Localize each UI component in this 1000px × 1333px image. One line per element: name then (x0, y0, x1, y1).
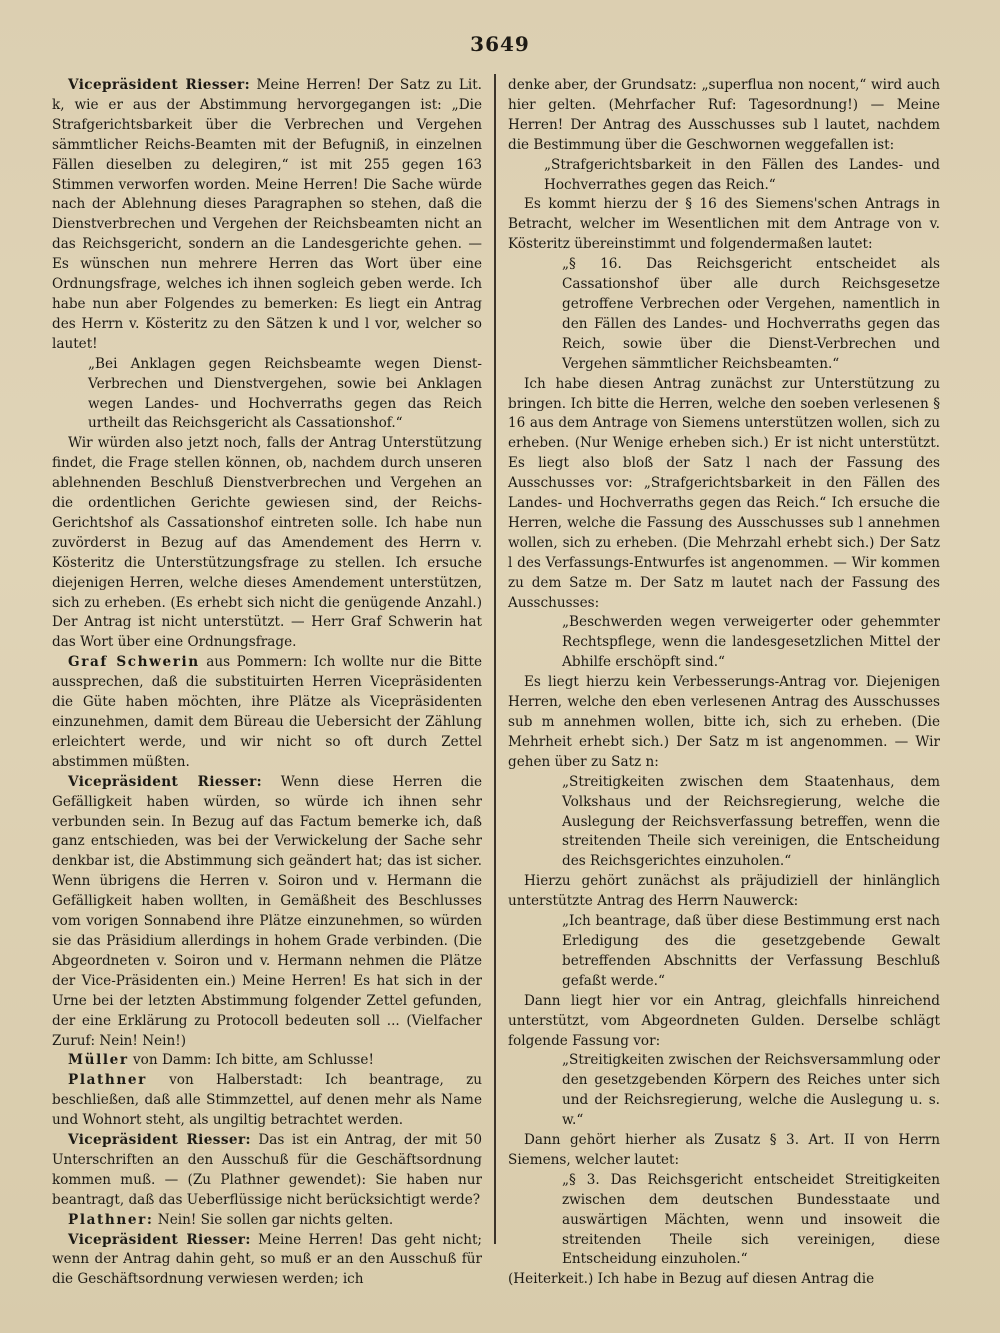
paragraph (52, 1051, 482, 1071)
quoted-motion: „Streitigkeiten zwischen dem Staatenhaus, dem Volkshaus und der Reichsregierung, welche die Auslegung der Reichsverfassung betreffen, wenn die streitenden Theile sich vereinigen, die Entscheidung des Reichsgerichtes einzuholen.“ (562, 773, 940, 870)
paragraph-text: Das ist ein Antrag, der mit 50 Unterschriften an den Ausschuß für die Geschäftsordnung kommen muß. — (Zu Plathner gewendet): Sie haben nur beantragt, daß das Ueberflüssige nicht berücksichtigt werde? (52, 1132, 482, 1208)
paragraph: Ich habe diesen Antrag zunächst zur Unterstützung zu bringen. Ich bitte die Herren, welche den soeben verlesenen § 16 aus dem Antrage von Siemens unterstützen wollen, sich zu erheben. (Nur Wenige erheben sich.) Er ist nicht unterstützt. Es liegt also bloß der Satz l nach der Fassung des Ausschusses vor: „Strafgerichtsbarkeit in den Fällen des Landes- und Hochverraths gegen das Reich.“ Ich ersuche die Herren, welche die Fassung des Ausschusses sub l annehmen wollen, sich zu erheben. (Die Mehrzahl erhebt sich.) Der Satz l des Verfassungs-Entwurfes ist angenommen. — Wir kommen zu dem Satze m. Der Satz m lautet nach der Fassung des Ausschusses: (508, 375, 940, 611)
speaker-name: Graf Schwerin (68, 654, 200, 671)
page-number: 3649 (470, 32, 530, 56)
paragraph (52, 1231, 482, 1291)
column-divider (494, 74, 496, 1244)
paragraph (52, 1071, 482, 1131)
quoted-motion: „Bei Anklagen gegen Reichsbeamte wegen Dienst-Verbrechen und Dienstvergehen, sowie bei Anklagen wegen Landes- und Hochverraths gegen das Reich urtheilt das Reichsgericht als Cassationshof.“ (88, 355, 482, 432)
paragraph: Hierzu gehört zunächst als präjudiziell der hinlänglich unterstützte Antrag des Herrn Nauwerck: (508, 873, 940, 910)
speaker-name: Vicepräsident Riesser: (68, 1132, 251, 1149)
speaker-name: Vicepräsident Riesser: (68, 77, 250, 93)
paragraph-text: Meine Herren! Der Satz zu Lit. k, wie er aus der Abstimmung hervorgegangen ist: „Die Strafgerichtsbarkeit über die Verbrechen und Vergehen sämmtlicher Reichs-Beamten mit der Befugniß, in einzelnen Fällen dieselben zu delegiren,“ ist mit 255 gegen 163 Stimmen verworfen worden. Meine Herren! Die Sache würde nach der Ablehnung dieses Paragraphen so stehen, daß die Dienstverbrechen und Vergehen der Reichsbeamten nicht an das Reichsgericht, sondern an die Landesgerichte gehen. — Es wünschen nun mehrere Herren das Wort über eine Ordnungsfrage, welches ich ihnen sogleich geben werde. Ich habe nun aber Folgendes zu bemerken: Es liegt ein Antrag des Herrn v. Kösteritz zu den Sätzen k und l vor, welcher so lautet! (52, 77, 482, 352)
speaker-name: Vicepräsident Riesser: (68, 1231, 251, 1248)
quoted-motion: „Streitigkeiten zwischen der Reichsversammlung oder den gesetzgebenden Körpern des Reiches unter sich und der Reichsregierung, welche die Auslegung u. s. w.“ (562, 1052, 940, 1129)
quoted-motion: „§ 16. Das Reichsgericht entscheidet als Cassationshof über alle durch Reichsgesetze getroffene Verbrechen oder Vergehen, namentlich in den Fällen des Landes- und Hochverraths gegen das Reich, sowie über die Dienst-Verbrechen und Vergehen sämmtlicher Reichsbeamten.“ (562, 256, 940, 372)
paragraph: Dann liegt hier vor ein Antrag, gleichfalls hinreichend unterstützt, vom Abgeordneten Gulden. Derselbe schlägt folgende Fassung vor: (508, 992, 940, 1049)
paragraph: Dann gehört hierher als Zusatz § 3. Art. II von Herrn Siemens, welcher lautet: (508, 1132, 940, 1168)
right-column (508, 76, 940, 1290)
paragraph: Es liegt hierzu kein Verbesserungs-Antrag vor. Diejenigen Herren, welche den eben verlesenen Antrag des Ausschusses sub m annehmen wollen, bitte ich, sich zu erheben. (Die Mehrheit erhebt sich.) Der Satz m ist angenommen. — Wir gehen über zu Satz n: (508, 674, 940, 770)
paragraph (52, 653, 482, 772)
speaker-name: Müller (68, 1052, 129, 1069)
paragraph: denke aber, der Grundsatz: „superflua non nocent,“ wird auch hier gelten. (Mehrfacher Ruf: Tagesordnung!) — Meine Herren! Der Antrag des Ausschusses sub l lautet, nachdem die Bestimmung über die Geschwornen weggefallen ist: (508, 77, 940, 153)
speaker-name: Plathner: (68, 1211, 154, 1228)
paragraph (52, 76, 482, 355)
paragraph-text: aus Pommern: Ich wollte nur die Bitte aussprechen, daß die substituirten Herren Vicepräsidenten die Güte haben möchten, ihre Plätze als Vicepräsidenten einzunehmen, damit dem Büreau die Uebersicht der Zählung erleichtert werde, und wir nicht so oft durch Zettel abstimmen müßten. (52, 654, 482, 770)
speaker-name: Vicepräsident Riesser: (68, 773, 263, 790)
paragraph: Es kommt hierzu der § 16 des Siemens'schen Antrags in Betracht, welcher im Wesentlichen mit dem Antrage von v. Kösteritz übereinstimmt und folgendermaßen lautet: (508, 196, 940, 253)
paragraph-text: von Damm: Ich bitte, am Schlusse! (133, 1052, 374, 1069)
paragraph-text: Nein! Sie sollen gar nichts gelten. (157, 1211, 394, 1228)
paragraph (52, 1131, 482, 1211)
paragraph-text: von Halberstadt: Ich beantrage, zu beschließen, daß alle Stimmzettel, auf denen mehr als Name und Wohnort steht, als ungiltig betrachtet werden. (52, 1072, 482, 1129)
quoted-motion: „Strafgerichtsbarkeit in den Fällen des Landes- und Hochverrathes gegen das Reich.“ (544, 156, 940, 193)
paragraph-text: Wenn diese Herren die Gefälligkeit haben würden, so würde ich ihnen sehr verbunden sein. In Bezug auf das Factum bemerke ich, daß ganz entschieden, was bei der Verwickelung der Sache sehr denkbar ist, die Abstimmung sich geändert hat; das ist sicher. Wenn übrigens die Herren v. Soiron und v. Hermann die Gefälligkeit haben wollten, in Gemäßheit des Beschlusses vom vorigen Sonnabend ihre Plätze einzunehmen, so würden sie das Präsidium allerdings in hohem Grade verbinden. (Die Abgeordneten v. Soiron und v. Hermann nehmen die Plätze der Vice-Präsidenten ein.) Meine Herren! Es hat sich in der Urne bei der letzten Abstimmung folgender Zettel gefunden, der eine Erklärung zu Protocoll bedeuten soll ... (Vielfacher Zuruf: Nein! Nein!) (52, 773, 482, 1049)
speaker-name: Plathner (68, 1072, 147, 1089)
quoted-motion: „Ich beantrage, daß über diese Bestimmung erst nach Erledigung des die gesetzgebende Gewalt betreffenden Abschnitts der Verfassung Beschluß gefaßt werde.“ (562, 913, 940, 989)
paragraph: (Heiterkeit.) Ich habe in Bezug auf diesen Antrag die (508, 1271, 875, 1288)
paragraph (52, 773, 482, 1052)
quoted-motion: „§ 3. Das Reichsgericht entscheidet Streitigkeiten zwischen dem deutschen Bundesstaate und auswärtigen Mächten, wenn und insoweit die streitenden Theile sich vereinigen, diese Entscheidung einzuholen.“ (562, 1171, 940, 1268)
paragraph: Wir würden also jetzt noch, falls der Antrag Unterstützung findet, die Frage stellen können, ob, nachdem durch unseren ablehnenden Beschluß Dienstverbrechen und Vergehen an die ordentlichen Gerichte gewiesen sind, der Reichs-Gerichtshof als Cassationshof eintreten solle. Ich habe nun zuvörderst in Bezug auf das Amendement des Herrn v. Kösteritz die Unterstützungsfrage zu stellen. Ich ersuche diejenigen Herren, welche dieses Amendement unterstützen, sich zu erheben. (Es erhebt sich nicht die genügende Anzahl.) Der Antrag ist nicht unterstützt. — Herr Graf Schwerin hat das Wort über eine Ordnungsfrage. (52, 435, 482, 651)
paragraph-text: Meine Herren! Das geht nicht; wenn der Antrag dahin geht, so muß er an den Ausschuß für die Geschäftsordnung verwiesen werden; ich (52, 1231, 482, 1288)
left-column (52, 76, 482, 1290)
paragraph (52, 1211, 482, 1231)
quoted-motion: „Beschwerden wegen verweigerter oder gehemmter Rechtspflege, wenn die landesgesetzlichen Mittel der Abhilfe erschöpft sind.“ (562, 614, 940, 671)
